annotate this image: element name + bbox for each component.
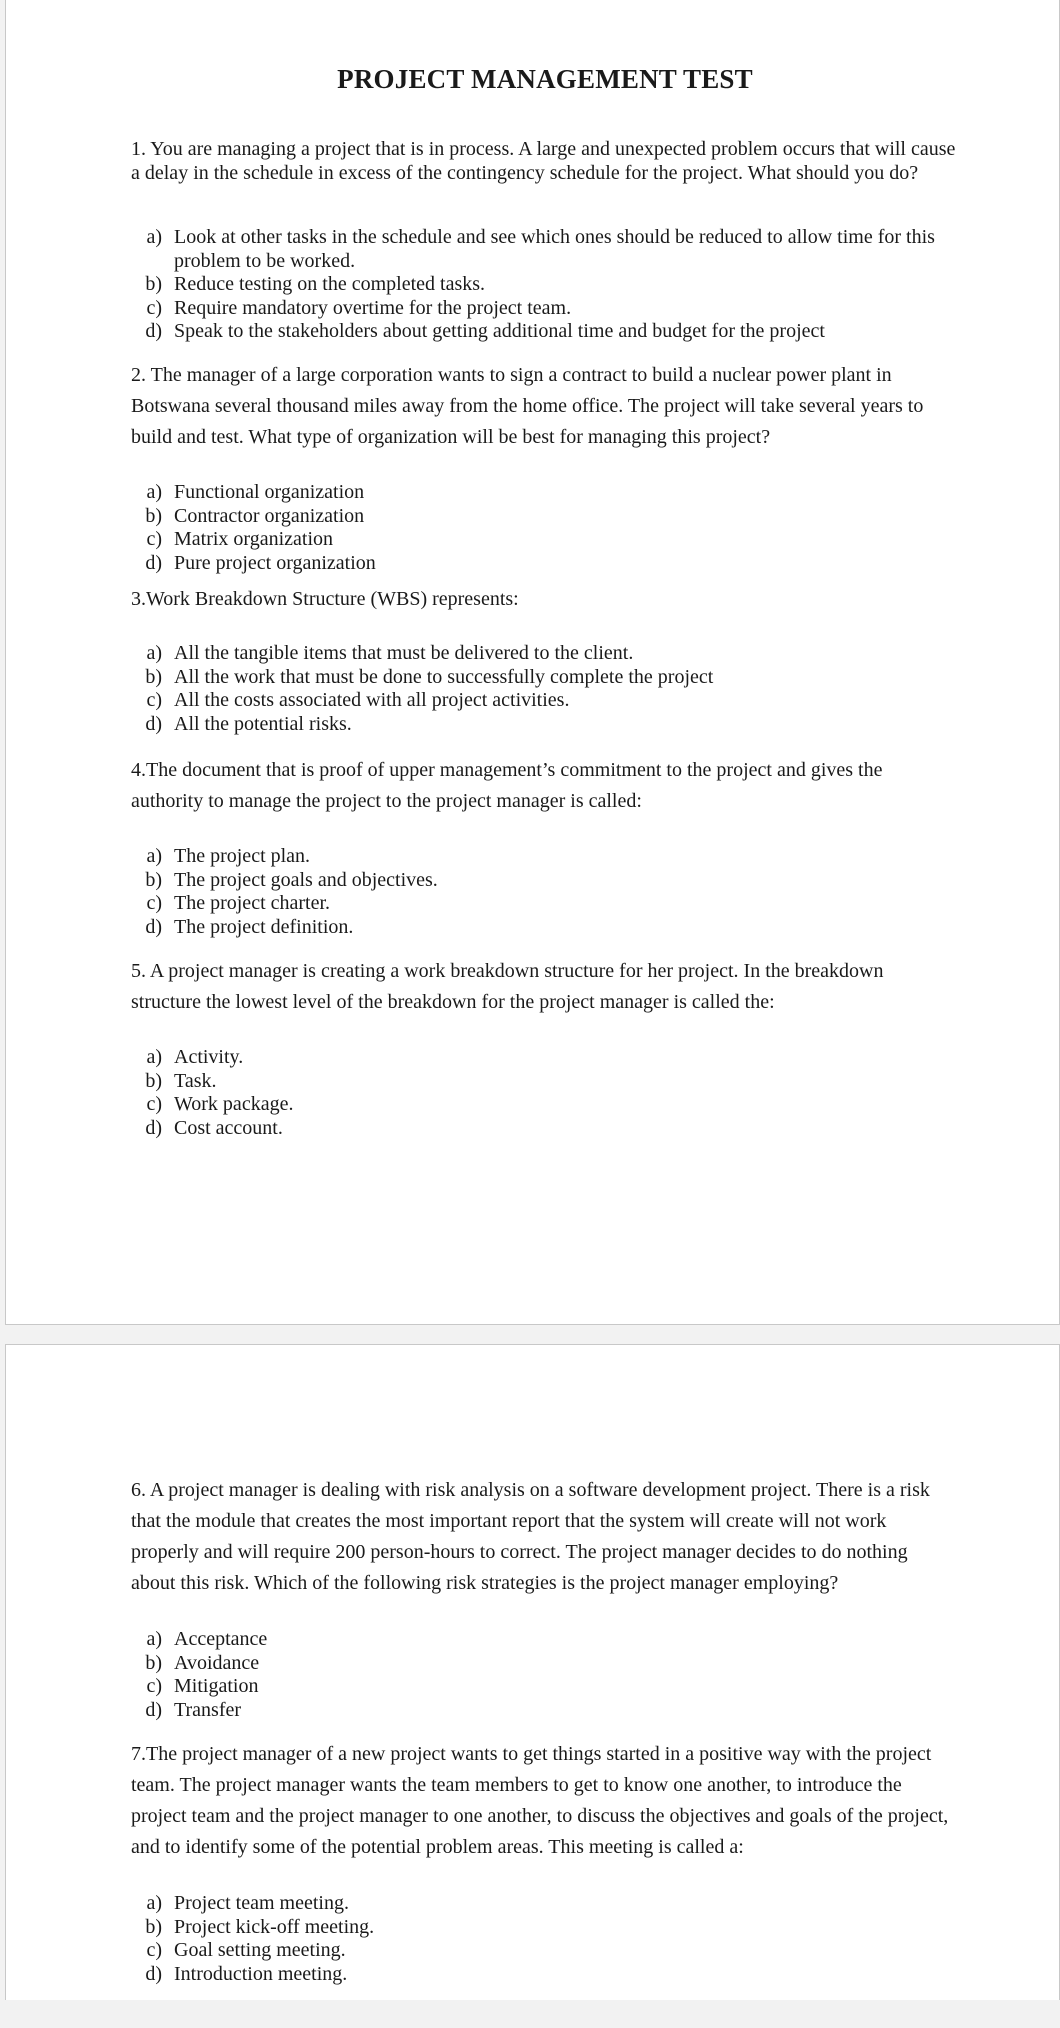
- question-7-option-b: [131, 1916, 961, 1940]
- question-3-option-d: [131, 713, 961, 737]
- option-text: Functional organization: [174, 481, 365, 503]
- question-3-option-a: [131, 642, 961, 666]
- option-text: Cost account.: [174, 1116, 283, 1139]
- option-text: Goal setting meeting.: [174, 1939, 346, 1961]
- question-6-option-b: [131, 1652, 961, 1676]
- option-letter: c): [146, 1093, 162, 1115]
- option-text: Look at other tasks in the schedule and see which ones should be reduced to allow time for this problem to be worked.: [174, 226, 935, 272]
- question-7-text: 7.The project manager of a new project wants to get things started in a positive way with the project team. The project manager wants the team members to get to know one another, to introduce the project team and the project manager to one another, to discuss the objectives and goals of the project, and to identify some of the potential problem areas. This meeting is called a:: [131, 1743, 949, 1858]
- question-6-option-c: [131, 1675, 961, 1699]
- question-1-option-c: [131, 297, 961, 321]
- question-3-options: [131, 642, 961, 736]
- question-4-option-b: [131, 869, 961, 893]
- option-letter: a): [146, 1892, 162, 1914]
- option-text: Project team meeting.: [174, 1892, 349, 1914]
- option-text: Activity.: [174, 1046, 244, 1068]
- question-1-text: 1. You are managing a project that is in process. A large and unexpected problem occurs that will cause a delay in the schedule in excess of the contingency schedule for the project. What should you do?: [131, 138, 956, 184]
- option-text: Require mandatory overtime for the project team.: [174, 296, 572, 319]
- question-7-option-c: [131, 1939, 961, 1963]
- question-1-option-b: [131, 273, 961, 297]
- question-6-option-a: [131, 1628, 961, 1652]
- option-text: Contractor organization: [174, 504, 365, 527]
- option-letter: b): [145, 1651, 162, 1674]
- document-title: PROJECT MANAGEMENT TEST: [337, 64, 753, 94]
- question-3-option-b: [131, 666, 961, 690]
- option-text: Avoidance: [174, 1651, 260, 1674]
- question-2-option-c: [131, 528, 961, 552]
- option-letter: b): [145, 665, 162, 688]
- question-2-options: [131, 481, 961, 575]
- document-page-2: [5, 1344, 1060, 2000]
- question-5-option-d: [131, 1117, 961, 1141]
- option-text: Pure project organization: [174, 551, 376, 574]
- option-text: Transfer: [174, 1698, 242, 1721]
- question-2-option-d: [131, 552, 961, 576]
- option-letter: d): [145, 1962, 162, 1985]
- option-text: All the costs associated with all project activities.: [174, 689, 570, 711]
- option-letter: d): [145, 551, 162, 574]
- option-text: Work package.: [174, 1093, 294, 1115]
- question-4-option-d: [131, 916, 961, 940]
- option-text: The project definition.: [174, 915, 354, 938]
- question-2-option-b: [131, 505, 961, 529]
- question-6-options: [131, 1628, 961, 1722]
- document-page-1: [5, 0, 1060, 1325]
- option-letter: d): [145, 1698, 162, 1721]
- option-letter: c): [146, 1675, 162, 1697]
- option-letter: d): [145, 712, 162, 735]
- option-letter: c): [146, 1939, 162, 1961]
- question-7-option-d: [131, 1963, 961, 1987]
- option-text: All the potential risks.: [174, 712, 352, 735]
- option-text: The project plan.: [174, 845, 311, 867]
- question-4-text: 4.The document that is proof of upper management’s commitment to the project and gives the authority to manage the project to the project manager is called:: [131, 759, 883, 812]
- option-letter: d): [145, 915, 162, 938]
- question-5-option-b: [131, 1070, 961, 1094]
- question-2-text: 2. The manager of a large corporation wants to sign a contract to build a nuclear power plant in Botswana several thousand miles away from the home office. The project will take several years to build and test. What type of organization will be best for managing this project?: [131, 364, 924, 448]
- option-text: Project kick-off meeting.: [174, 1915, 375, 1938]
- option-text: The project goals and objectives.: [174, 868, 438, 891]
- option-text: Mitigation: [174, 1675, 259, 1697]
- option-letter: b): [145, 273, 162, 295]
- question-1-option-a: [131, 226, 961, 273]
- option-letter: d): [145, 320, 162, 342]
- option-text: All the work that must be done to successfully complete the project: [174, 665, 714, 688]
- option-letter: a): [146, 845, 162, 867]
- option-letter: c): [146, 689, 162, 711]
- option-text: Introduction meeting.: [174, 1962, 348, 1985]
- option-letter: b): [145, 1915, 162, 1938]
- question-3-text: 3.Work Breakdown Structure (WBS) represents:: [131, 588, 519, 610]
- option-letter: a): [146, 481, 162, 503]
- option-letter: a): [146, 226, 162, 248]
- option-letter: d): [145, 1116, 162, 1139]
- question-5-option-a: [131, 1046, 961, 1070]
- question-2-option-a: [131, 481, 961, 505]
- question-1-option-d: [131, 320, 961, 344]
- option-letter: c): [146, 892, 162, 914]
- question-1-options: [131, 226, 961, 344]
- option-text: Speak to the stakeholders about getting additional time and budget for the project: [174, 320, 825, 342]
- question-5-text: 5. A project manager is creating a work breakdown structure for her project. In the breakdown structure the lowest level of the breakdown for the project manager is called the:: [131, 960, 884, 1013]
- question-4-option-a: [131, 845, 961, 869]
- option-text: Matrix organization: [174, 528, 334, 550]
- question-5-option-c: [131, 1093, 961, 1117]
- option-letter: a): [146, 1046, 162, 1068]
- option-letter: b): [145, 504, 162, 527]
- option-letter: c): [146, 296, 162, 319]
- question-4-option-c: [131, 892, 961, 916]
- question-4-options: [131, 845, 961, 939]
- question-5-options: [131, 1046, 961, 1140]
- question-6-option-d: [131, 1699, 961, 1723]
- option-letter: a): [146, 642, 162, 664]
- question-6-text: 6. A project manager is dealing with risk analysis on a software development project. There is a risk that the module that creates the most important report that the system will create will not work properly and will require 200 person-hours to correct. The project manager decides to do nothing about this risk. Which of the following risk strategies is the project manager employing?: [131, 1479, 930, 1594]
- option-text: Task.: [174, 1069, 217, 1092]
- option-letter: a): [146, 1628, 162, 1650]
- option-letter: c): [146, 528, 162, 550]
- question-7-options: [131, 1892, 961, 1986]
- option-text: Acceptance: [174, 1628, 268, 1650]
- option-text: Reduce testing on the completed tasks.: [174, 273, 486, 295]
- question-3-option-c: [131, 689, 961, 713]
- option-text: All the tangible items that must be delivered to the client.: [174, 642, 634, 664]
- option-letter: b): [145, 868, 162, 891]
- question-7-option-a: [131, 1892, 961, 1916]
- option-text: The project charter.: [174, 892, 331, 914]
- option-letter: b): [145, 1069, 162, 1092]
